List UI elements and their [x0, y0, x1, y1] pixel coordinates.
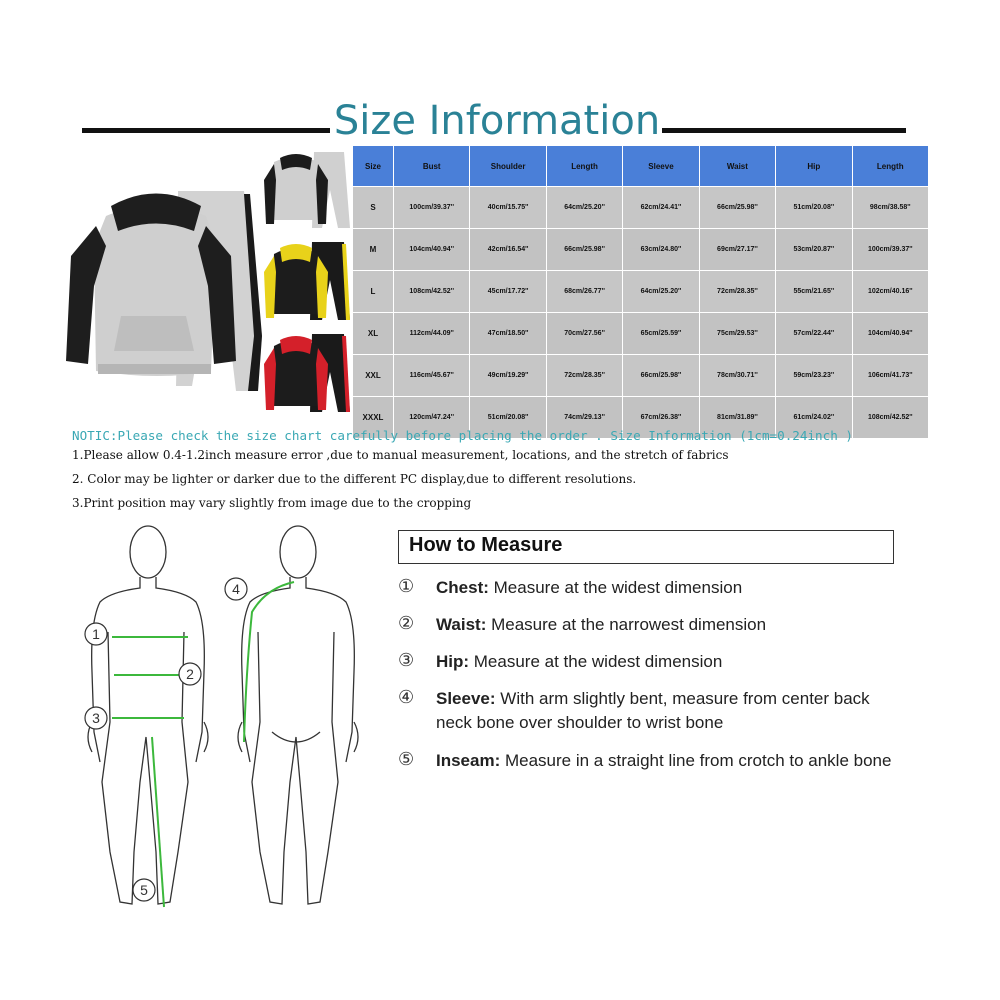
table-cell: S [353, 187, 394, 229]
table-row [353, 229, 929, 271]
front-body-figure [80, 522, 230, 914]
step-label: Inseam: [436, 751, 501, 770]
table-row [353, 187, 929, 229]
table-cell: 66cm/25.98'' [546, 229, 622, 271]
table-cell: 72cm/28.35'' [699, 271, 775, 313]
table-cell: 112cm/44.09'' [394, 313, 470, 355]
back-body-figure [222, 522, 372, 912]
table-cell: 66cm/25.98'' [623, 355, 699, 397]
table-cell: 70cm/27.56'' [546, 313, 622, 355]
table-cell: 67cm/26.38'' [623, 397, 699, 439]
title-rule-left [82, 128, 330, 133]
header-size: Size [353, 146, 394, 187]
table-cell: XL [353, 313, 394, 355]
table-cell: 64cm/25.20'' [546, 187, 622, 229]
table-cell: 116cm/45.67'' [394, 355, 470, 397]
size-table [352, 145, 929, 439]
table-cell: 75cm/29.53'' [699, 313, 775, 355]
note-measure-error: 1.Please allow 0.4-1.2inch measure error ,due to manual measurement, locations, and the stretch of fabrics [72, 448, 729, 462]
header-shoulder: Shoulder [470, 146, 546, 187]
step-number: ② [398, 613, 415, 633]
table-cell: 57cm/22.44'' [776, 313, 852, 355]
step-label: Waist: [436, 615, 487, 634]
table-cell: 100cm/39.37'' [852, 229, 928, 271]
step-number: ④ [398, 687, 415, 707]
size-notice: NOTIC:Please check the size chart carefully before placing the order . Size Information (1cm=0.24inch ) [72, 428, 853, 443]
table-cell: 62cm/24.41'' [623, 187, 699, 229]
table-cell: 55cm/21.65'' [776, 271, 852, 313]
table-cell: 104cm/40.94'' [394, 229, 470, 271]
table-row [353, 271, 929, 313]
marker-sleeve: 4 [232, 581, 240, 597]
marker-chest: 1 [92, 626, 100, 642]
step-label: Hip: [436, 652, 470, 671]
step-label: Chest: [436, 578, 489, 597]
note-print-position: 3.Print position may vary slightly from image due to the cropping [72, 496, 472, 510]
step-number: ③ [398, 650, 415, 670]
table-cell: 78cm/30.71'' [699, 355, 775, 397]
table-cell: 68cm/26.77'' [546, 271, 622, 313]
tracksuit-grey-black-large-icon [66, 186, 266, 396]
how-to-measure-header [398, 530, 894, 564]
table-cell: 61cm/24.02'' [776, 397, 852, 439]
table-cell: 104cm/40.94'' [852, 313, 928, 355]
header-hip: Hip [776, 146, 852, 187]
table-cell: 64cm/25.20'' [623, 271, 699, 313]
step-text: Measure at the widest dimension [488, 578, 743, 597]
table-row [353, 355, 929, 397]
table-cell: 47cm/18.50'' [470, 313, 546, 355]
header-pants-length: Length [852, 146, 928, 187]
title-rule-right [662, 128, 906, 133]
table-cell: 59cm/23.23'' [776, 355, 852, 397]
note-color: 2. Color may be lighter or darker due to the different PC display,due to different resolutions. [72, 472, 637, 486]
tracksuit-grey-black-icon [264, 150, 350, 232]
table-cell: 98cm/38.58'' [852, 187, 928, 229]
step-label: Sleeve: [436, 689, 496, 708]
step-text: Measure at the widest dimension [469, 652, 723, 671]
tracksuit-red-black-icon [264, 332, 350, 416]
step-number: ⑤ [398, 749, 415, 769]
table-cell: 102cm/40.16'' [852, 271, 928, 313]
size-table-header-row [353, 146, 929, 187]
marker-inseam: 5 [140, 882, 148, 898]
table-cell: XXL [353, 355, 394, 397]
step-text: Measure at the narrowest dimension [486, 615, 767, 634]
how-to-measure-title: How to Measure [409, 534, 563, 556]
table-cell: 81cm/31.89'' [699, 397, 775, 439]
table-cell: 53cm/20.87'' [776, 229, 852, 271]
header-bust: Bust [394, 146, 470, 187]
step-text: With arm slightly bent, measure from center back neck bone over shoulder to wrist bone [436, 689, 870, 732]
table-cell: 49cm/19.29'' [470, 355, 546, 397]
tracksuit-yellow-black-icon [264, 240, 350, 324]
header-sleeve: Sleeve [623, 146, 699, 187]
table-row [353, 313, 929, 355]
table-cell: 69cm/27.17'' [699, 229, 775, 271]
marker-hip: 3 [92, 710, 100, 726]
step-text: Measure in a straight line from crotch to ankle bone [500, 751, 892, 770]
table-cell: M [353, 229, 394, 271]
header-waist: Waist [699, 146, 775, 187]
table-cell: 100cm/39.37'' [394, 187, 470, 229]
step-number: ① [398, 576, 415, 596]
table-cell: XXXL [353, 397, 394, 439]
table-cell: 51cm/20.08'' [776, 187, 852, 229]
table-cell: 40cm/15.75'' [470, 187, 546, 229]
table-cell: 63cm/24.80'' [623, 229, 699, 271]
table-cell: 72cm/28.35'' [546, 355, 622, 397]
table-cell: 120cm/47.24'' [394, 397, 470, 439]
marker-waist: 2 [186, 666, 194, 682]
table-cell: 65cm/25.59'' [623, 313, 699, 355]
page-title: Size Information [333, 98, 661, 144]
table-cell: 51cm/20.08'' [470, 397, 546, 439]
table-cell: 66cm/25.98'' [699, 187, 775, 229]
table-cell: 108cm/42.52'' [394, 271, 470, 313]
table-cell: 106cm/41.73'' [852, 355, 928, 397]
table-cell: 45cm/17.72'' [470, 271, 546, 313]
table-cell: 42cm/16.54'' [470, 229, 546, 271]
table-cell: 108cm/42.52'' [852, 397, 928, 439]
table-cell: 74cm/29.13'' [546, 397, 622, 439]
header-length: Length [546, 146, 622, 187]
table-cell: L [353, 271, 394, 313]
